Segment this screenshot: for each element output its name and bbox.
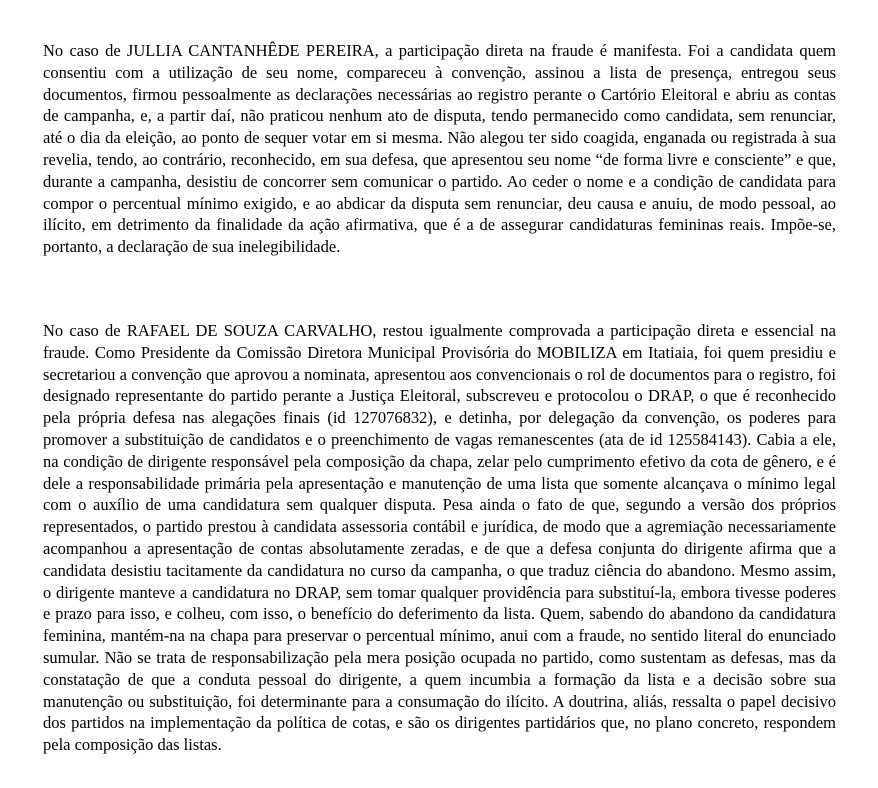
paragraph-jullia: No caso de JULLIA CANTANHÊDE PEREIRA, a participação direta na fraude é manifesta. Foi a candidata quem consentiu com a utilização de seu nome, compareceu à convenção, assinou a lista de presença, entregou seus documentos, firmou pessoalmente as declarações necessárias ao registro perante o Cartório Eleitoral e abriu as contas de campanha, e, a partir daí, não praticou nenhum ato de disputa, tendo permanecido como candidata, sem renunciar, até o dia da eleição, ao ponto de sequer votar em si mesma. Não alegou ter sido coagida, enganada ou registrada à sua revelia, tendo, ao contrário, reconhecido, em sua defesa, que apresentou seu nome “de forma livre e consciente” e que, durante a campanha, desistiu de concorrer sem comunicar o partido. Ao ceder o nome e a condição de candidata para compor o percentual mínimo exigido, e ao abdicar da disputa sem renunciar, deu causa e anuiu, de modo pessoal, ao ilícito, em detrimento da finalidade da ação afirmativa, que é a de assegurar candidaturas femininas reais. Impõe-se, portanto, a declaração de sua inelegibilidade. [43,41,836,257]
paragraph-rafael: No caso de RAFAEL DE SOUZA CARVALHO, restou igualmente comprovada a participação direta e essencial na fraude. Como Presidente da Comissão Diretora Municipal Provisória do MOBILIZA em Itatiaia, foi quem presidiu e secretariou a convenção que aprovou a nominata, apresentou aos convencionais o rol de documentos para o registro, foi designado representante do partido perante a Justiça Eleitoral, subscreveu e protocolou o DRAP, o que é reconhecido pela própria defesa nas alegações finais (id 127076832), e detinha, por delegação da convenção, os poderes para promover a substituição de candidatos e o preenchimento de vagas remanescentes (ata de id 125584143). Cabia a ele, na condição de dirigente responsável pela composição da chapa, zelar pelo cumprimento efetivo da cota de gênero, e é dele a responsabilidade primária pela apresentação e manutenção de uma lista que somente alcançava o mínimo legal com o auxílio de uma candidatura sem qualquer disputa. Pesa ainda o fato de que, segundo a versão dos próprios representados, o partido prestou à candidata assessoria contábil e jurídica, de modo que a agremiação necessariamente acompanhou a apresentação de contas absolutamente zeradas, e de que a defesa conjunta do dirigente afirma que a candidata desistiu tacitamente da candidatura no curso da campanha, o que traduz ciência do abandono. Mesmo assim, o dirigente manteve a candidatura no DRAP, sem tomar qualquer providência para substituí-la, embora tivesse poderes e prazo para isso, e colheu, com isso, o benefício do deferimento da lista. Quem, sabendo do abandono da candidatura feminina, mantém-na na chapa para preservar o percentual mínimo, anui com a fraude, no sentido literal do enunciado sumular. Não se trata de responsabilização pela mera posição ocupada no partido, como sustentam as defesas, mas da constatação de que a conduta pessoal do dirigente, a quem incumbia a formação da lista e a decisão sobre sua manutenção ou substituição, foi determinante para a consumação do ilícito. A doutrina, aliás, ressalta o papel decisivo dos partidos na implementação da política de cotas, e são os dirigentes partidários que, no plano concreto, respondem pela composição das listas. [43,321,836,755]
